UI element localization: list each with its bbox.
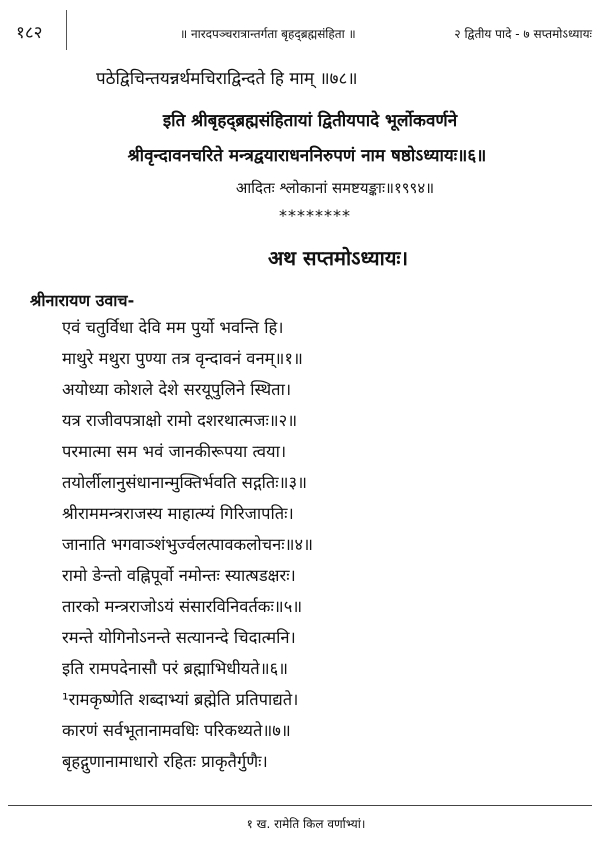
- chapter-heading: अथ सप्तमोऽध्यायः।: [267, 246, 409, 270]
- verse-line: रमन्ते योगिनोऽनन्ते सत्यानन्दे चिदात्मनि।: [62, 628, 296, 647]
- verse-line: माथुरे मथुरा पुण्या तत्र वृन्दावनं वनम्॥१॥: [62, 349, 303, 368]
- footnote-rule: [8, 805, 592, 806]
- speaker-label: श्रीनारायण उवाच-: [30, 291, 135, 310]
- header-divider: [66, 10, 67, 50]
- colophon-line-1: इति श्रीबृहद्ब्रह्मसंहितायां द्वितीयपादे भूर्लोकवर्णने: [162, 111, 458, 131]
- verse-line: अयोध्या कोशले देशे सरयूपुलिने स्थिता।: [62, 380, 292, 399]
- verse-line: ¹रामकृष्णेति शब्दाभ्यां ब्रह्मेति प्रतिपाद्यते।: [62, 690, 299, 709]
- verse-line: रामो ङेन्तो वह्निपूर्वो नमोन्तः स्यात्षडक्षरः।: [62, 566, 296, 585]
- verse-line: जानाति भगवाञ्शंभुर्ज्वलत्पावकलोचनः॥४॥: [62, 535, 313, 554]
- verse-line: तयोर्लीलानुसंधानान्मुक्तिर्भवति सद्गतिः॥३॥: [62, 473, 307, 492]
- verse-line: इति रामपदेनासौ परं ब्रह्माभिधीयते॥६॥: [62, 659, 289, 678]
- running-title: ॥ नारदपञ्चरात्रान्तर्गता बृहद्ब्रह्मसंहिता ॥: [180, 27, 356, 41]
- separator-stars: ********: [279, 206, 351, 225]
- verse-line: कारणं सर्वभूतानामवधिः परिकथ्यते॥७॥: [62, 721, 291, 740]
- verse-line: श्रीराममन्त्रराजस्य माहात्म्यं गिरिजापतिः।: [62, 504, 294, 523]
- verse-line: एवं चतुर्विधा देवि मम पुर्यो भवन्ति हि।: [62, 318, 284, 337]
- verse-line: यत्र राजीवपत्राक्षो रामो दशरथात्मजः॥२॥: [62, 411, 298, 430]
- page-number: १८२: [16, 23, 43, 43]
- colophon-line-2: श्रीवृन्दावनचरिते मन्त्रद्वयाराधननिरुपणं नाम षष्ठोऽध्यायः॥६॥: [127, 146, 487, 166]
- prelude-line: पठेद्विचिन्तयन्नर्थमचिराद्विन्दते हि माम् ॥७८॥: [96, 69, 358, 89]
- verse-line: तारको मन्त्रराजोऽयं संसारविनिवर्तकः॥५॥: [62, 597, 303, 616]
- verse-count: आदितः श्लोकानां समष्टयङ्काः॥१९९४॥: [235, 179, 435, 197]
- chapter-reference: २ द्वितीय पादे - ७ सप्तमोऽध्यायः: [454, 27, 592, 41]
- verse-line: बृहद्गुणानामाधारो रहितः प्राकृतैर्गुणैः।: [62, 752, 268, 771]
- verse-line: परमात्मा सम भवं जानकीरूपया त्वया।: [62, 442, 287, 461]
- footnote: १ ख. रामेति किल वर्णाभ्यां।: [246, 817, 366, 831]
